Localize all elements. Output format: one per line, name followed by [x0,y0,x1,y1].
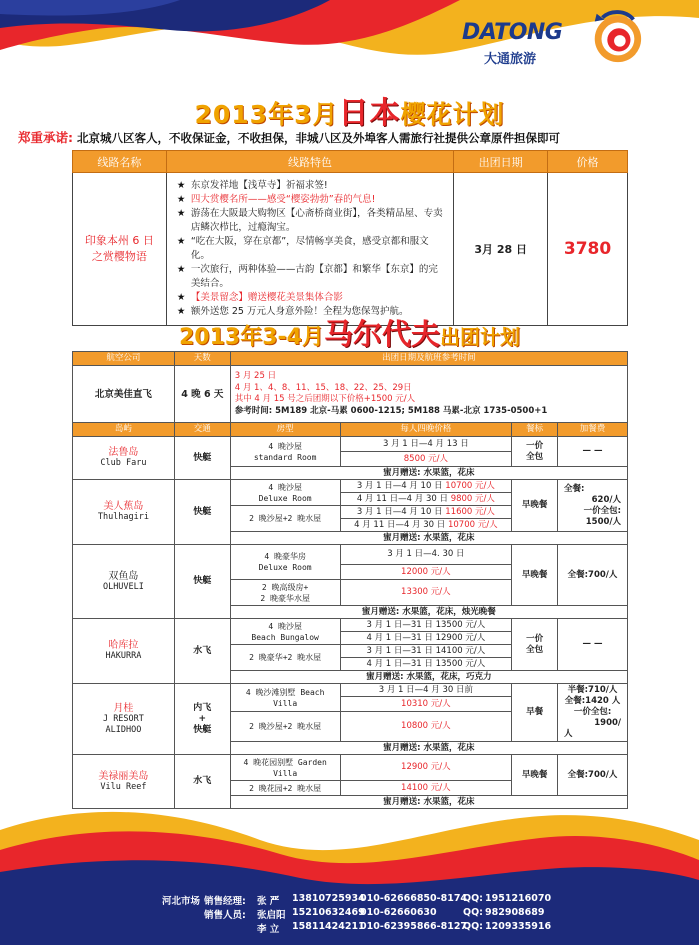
room-type: 2 晚豪华+2 晚水屋 [230,645,340,671]
price-value: 10700 元/人 [445,480,495,491]
table-row [73,619,628,632]
price-period: 4 月 11 日—4 月 30 日 [356,493,448,504]
price-value: 11600 元/人 [445,506,495,517]
transport-line: 内飞 [193,702,212,713]
header-extra-meal-fee: 加餐费 [558,423,628,437]
meal-plan: 早晚餐 [512,545,558,606]
extra-fee-line: 一价全包: [573,707,612,717]
extra-fee-line: 1500/人 [585,516,621,527]
honeymoon-gift: 蜜月赠送: 水果篮，花床 [230,796,627,809]
transport-mode: 水飞 [174,619,230,684]
route-name-line1: 印象本州 6 日 [84,234,154,247]
flight-date-line: 3 月 25 日 [234,371,277,381]
table-row [73,480,628,493]
japan-route-table [72,150,628,326]
room-type-line: 4 晚沙滩别墅 Beach [245,687,325,697]
table-row [73,755,628,781]
contact-mobile: 15210632469 [292,907,365,918]
room-type [230,755,340,781]
extra-fee-line: 1900/ [594,718,621,728]
meal-plan: 早餐 [512,684,558,742]
honeymoon-gift: 蜜月赠送: 水果篮，花床 [230,532,627,545]
datong-logo [462,8,662,68]
route-name [73,173,167,326]
flight-reference-time: 参考时间: 5M189 北京-马累 0600-1215; 5M188 马累-北京 1735-0500+1 [234,405,548,416]
room-type-line: 4 晚豪华房 [264,552,306,561]
price-period: 4 月 11 日—4 月 30 日 [354,519,446,530]
header-four-night-price: 每人四晚价格 [340,423,512,437]
japan-route-row [73,173,628,326]
feature-item: ★ 一次旅行，两种体验——古韵【京都】和繁华【东京】的完美结合。 [177,263,447,291]
extra-fee-line: 全餐: [564,483,585,494]
room-type-line: 4 晚沙屋 [268,441,302,451]
price-period: 3 月 1 日—4. 30 日 [340,545,512,565]
price-value: 10800 元/人 [401,721,451,731]
header-airline: 航空公司 [73,352,175,366]
price-line: 4 月 1 日—31 日 13500 元/人 [340,658,512,671]
meal-plan-line: 一价 [526,440,544,451]
header-transport: 交通 [174,423,230,437]
logo-wordmark: DATONG [462,20,563,45]
header-room-type: 房型 [230,423,340,437]
transport-mode [174,684,230,755]
contact-tel: 010-62660630 [360,907,437,918]
honeymoon-gift: 蜜月赠送: 水果篮，花床，烛光晚餐 [230,606,627,619]
header-meal-plan: 餐标 [512,423,558,437]
room-type-line: standard Room [253,452,317,462]
contact-role: 销售经理: [204,896,246,907]
title1-suffix: 樱花计划 [400,100,505,129]
header-route-features: 线路特色 [166,151,453,173]
island-club-faru [73,437,175,480]
island-thulhagiri [73,480,175,545]
notice-text: 北京城八区客人，不收保证金，不收担保，非城八区及外埠客人需旅行社提供公章原件担保即可 [77,131,561,145]
meal-plan-line: 全包 [526,644,544,655]
contact-qq: 1209335916 [485,921,552,932]
island-en-name: Vilu Reef [100,781,147,792]
contact-qq-label: QQ: [463,907,483,918]
room-type-line: 4 晚沙屋 [268,621,302,631]
transport-mode: 快艇 [174,437,230,480]
contact-row [0,921,699,934]
extra-fee: — — [558,619,628,671]
feature-item: ★ 游荡在大阪最大购物区【心斋桥商业街】，各类精品屋、专卖店鳞次栉比，过瘾淘宝。 [177,207,447,235]
extra-fee-line: 人 [564,729,573,739]
price-value: 14100 元/人 [401,782,451,793]
extra-fee-line: 全餐:1420 人 [564,696,621,706]
transport-line: 快艇 [193,724,212,735]
header-island: 岛屿 [73,423,175,437]
room-type [230,545,340,580]
contact-qq-label: QQ: [463,921,483,932]
feature-item: ★ 额外送您 25 万元人身意外险！全程为您保驾护航。 [177,305,447,319]
meal-plan-line: 全包 [526,451,544,462]
feature-item: ★ 东京发祥地【浅草寺】祈福求签! [177,179,447,193]
island-en-name: Club Faru [100,458,147,468]
contact-name: 张 严 [257,896,280,907]
contact-qq: 982908689 [485,907,545,918]
extra-fee: — — [558,437,628,467]
header-price: 价格 [548,151,628,173]
route-price: 3780 [548,173,628,326]
island-alidhoo [73,684,175,755]
contact-qq: 1951216070 [485,893,552,904]
island-olhuveli [73,545,175,619]
room-type-line: Beach Bungalow [251,632,319,642]
island-cn-name: 双鱼岛 [108,570,139,582]
island-en-name: Thulhagiri [97,512,150,522]
price-line: 3 月 1 日—31 日 14100 元/人 [340,645,512,658]
room-type-line: 4 晚沙屋 [268,482,302,492]
flight-schedule [230,366,627,423]
price-line: 3 月 1 日—31 日 13500 元/人 [340,619,512,632]
contact-row [0,893,699,906]
header-days: 天数 [174,352,230,366]
contact-name: 李 立 [257,924,280,935]
price-line [340,519,512,532]
room-type-line: 2 晚高级房+ [261,582,309,592]
price-value: 12900 元/人 [401,762,451,772]
flight-date-line: 4 月 1、4、8、11、15、18、22、25、29日 [234,382,412,393]
room-type [230,619,340,645]
island-cn-name: 法鲁岛 [108,447,139,458]
title1-highlight: 日本 [338,96,401,131]
island-cn-name: 哈库拉 [108,640,139,651]
title2-highlight: 马尔代夫 [323,317,440,351]
island-en-name: ALIDHOO [105,724,142,735]
room-type [230,437,340,467]
room-type: 2 晚沙屋+2 晚水屋 [230,506,340,532]
header-route-name: 线路名称 [73,151,167,173]
transport-mode: 水飞 [174,755,230,809]
room-type-line: Deluxe Room [258,493,312,503]
logo-subtitle: 大通旅游 [484,52,537,67]
flight-header-row [73,352,628,366]
room-type: 2 晚花园+2 晚水屋 [230,781,340,796]
island-cn-name: 月桂 [113,702,134,714]
honeymoon-gift: 蜜月赠送: 水果篮，花床 [230,467,627,480]
price-line: 4 月 1 日—31 日 12900 元/人 [340,632,512,645]
extra-fee-line: 半餐:710/人 [567,685,618,695]
price-period: 3 月 1 日—4 月 10 日 [356,480,443,491]
maldives-plan-title [0,312,699,353]
meal-plan [512,619,558,671]
island-en-name: OLHUVELI [102,581,144,592]
title2-prefix: 2013年3-4月 [179,325,324,350]
price-period: 3 月 1 日—4 月 30 日前 [340,684,512,697]
extra-fee-line: 620/人 [591,494,621,505]
meal-plan: 早晚餐 [512,755,558,796]
route-features-cell [166,173,453,326]
room-type-line: 2 晚豪华水屋 [260,593,310,603]
island-en-name: J RESORT [102,713,144,724]
title2-suffix: 出团计划 [440,325,520,349]
contact-row [0,907,699,920]
notice-lead: 郑重承诺: [18,130,73,145]
price-value: 12000 元/人 [401,566,451,577]
contact-name: 张启阳 [257,910,286,921]
contact-qq-label: QQ: [463,893,483,904]
trip-duration: 4 晚 6 天 [174,366,230,423]
header-departure-date: 出团日期 [454,151,548,173]
price-line [340,480,512,493]
contact-region: 河北市场 [162,896,201,907]
feature-item: ★ 【美景留念】赠送樱花美景集体合影 [177,291,447,305]
island-cn-name: 美禄丽美岛 [98,770,149,782]
price-line [340,506,512,519]
transport-line: + [198,713,207,724]
table-row [73,437,628,452]
contact-tel: 010-62666850-8174 [360,893,468,904]
transport-mode: 快艇 [174,480,230,545]
extra-fee [558,684,628,742]
maldives-plan-table [72,351,628,809]
feature-item: ★ “吃在大阪，穿在京都”，尽情畅享美食，感受京都和服文化。 [177,235,447,263]
guarantee-notice [18,128,688,146]
price-line [340,493,512,506]
room-type-line: Villa [273,768,298,778]
japan-plan-title [0,88,699,132]
table-row [73,684,628,697]
room-type: 2 晚沙屋+2 晚水屋 [230,712,340,742]
price-value: 8500 元/人 [403,453,448,464]
extra-fee: 全餐:700/人 [558,755,628,796]
meal-plan-line: 一价 [526,633,544,644]
price-period: 3 月 1 日—4 月 13 日 [340,437,512,452]
island-hakurra [73,619,175,684]
honeymoon-gift: 蜜月赠送: 水果篮，花床，巧克力 [230,671,627,684]
price-value: 10700 元/人 [447,519,498,530]
flight-surcharge-note: 其中 4 月 15 号之后团期以下价格+1500 元/人 [234,394,416,404]
extra-fee [558,480,628,532]
route-features-list [167,173,453,325]
table-row [73,545,628,565]
meal-plan: 早晚餐 [512,480,558,532]
flight-info-row [73,366,628,423]
transport-mode: 快艇 [174,545,230,619]
room-type-line: Deluxe Room [258,563,312,572]
room-type [230,580,340,606]
japan-table-header [73,151,628,173]
price-value: 9800 元/人 [450,493,495,504]
airline-name: 北京美佳直飞 [73,366,175,423]
meal-plan [512,437,558,467]
contact-tel: 010-62395866-8127 [360,921,468,932]
island-cn-name: 美人蕉岛 [103,501,144,512]
room-type-line: 4 晚花园别墅 Garden [243,757,327,767]
price-period: 3 月 1 日—4 月 10 日 [356,506,443,517]
room-type-line: Villa [273,698,298,708]
price-value: 10310 元/人 [401,698,451,709]
departure-date: 3月 28 日 [454,173,548,326]
price-value: 13300 元/人 [401,587,451,597]
contact-mobile: 13810725934 [292,893,365,904]
feature-item: ★ 四大赏樱名所——感受“樱姿勃勃”春的气息! [177,193,447,207]
extra-fee-line: 一价全包: [583,505,621,516]
island-header-row [73,423,628,437]
room-type [230,684,340,712]
honeymoon-gift: 蜜月赠送: 水果篮，花床 [230,742,627,755]
spiral-logo-icon [587,8,645,66]
title1-prefix: 2013年3月 [194,100,339,129]
contact-role: 销售人员: [204,910,246,921]
room-type [230,480,340,506]
extra-fee: 全餐:700/人 [558,545,628,606]
route-name-line2: 之赏樱物语 [91,250,147,263]
contact-mobile: 15811424211 [292,921,365,932]
header-flight-dates: 出团日期及航班参考时间 [230,352,627,366]
island-en-name: HAKURRA [105,651,142,661]
